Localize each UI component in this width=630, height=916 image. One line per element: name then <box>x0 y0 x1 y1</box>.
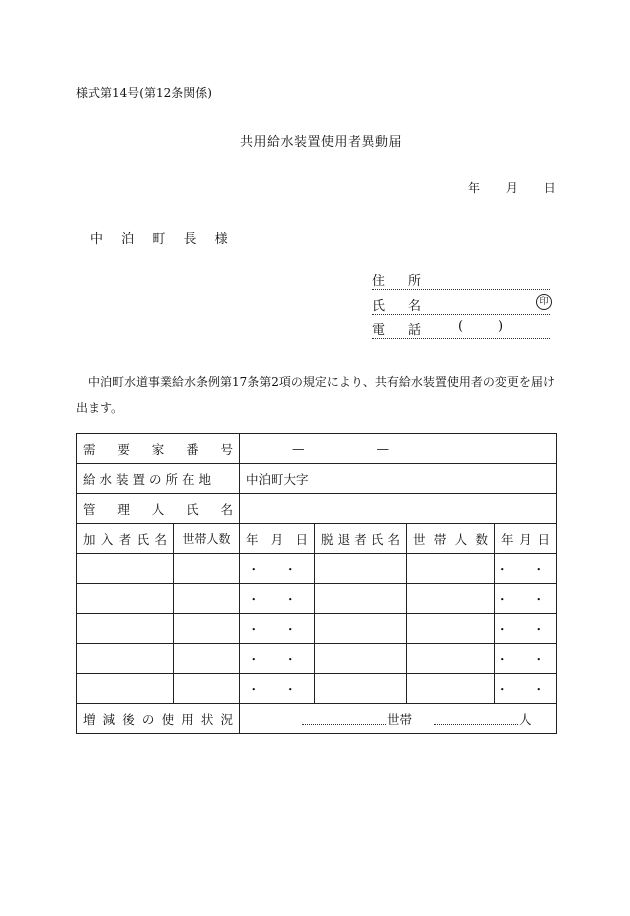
usage-household-blank[interactable] <box>302 711 386 725</box>
label-char: 名 <box>220 501 234 517</box>
addressee-char: 中 <box>90 232 104 247</box>
header-char: 年 <box>246 531 259 547</box>
date-separator: ・ ・ <box>247 591 307 607</box>
date-separator: ・ ・ <box>247 621 307 637</box>
usage-people-unit: 人 <box>519 712 532 727</box>
label-char: 需 <box>83 441 96 457</box>
label-char: 況 <box>220 711 233 727</box>
table-row <box>77 584 557 614</box>
header-char: 月 <box>519 531 532 547</box>
header-char: 名 <box>387 531 400 547</box>
customer-number-dash: — <box>376 441 389 456</box>
date-separator: ・ ・ <box>496 621 556 637</box>
date-year-label: 年 <box>468 181 481 195</box>
header-household-count <box>174 524 240 554</box>
label-char: 氏 <box>186 501 199 517</box>
joiner-name-cell[interactable] <box>77 674 174 704</box>
seal-mark <box>536 294 552 310</box>
label-char: 後 <box>122 711 135 727</box>
date-separator: ・ ・ <box>496 591 556 607</box>
header-char: 加 <box>83 531 96 547</box>
header-char: 日 <box>537 531 551 547</box>
usage-input[interactable] <box>240 704 557 734</box>
label-char: 状 <box>200 711 214 727</box>
date-separator: ・ ・ <box>247 651 307 667</box>
header-char: 帯 <box>433 531 447 547</box>
manager-label <box>77 494 240 524</box>
usage-household-unit: 世帯 <box>387 712 413 727</box>
leaver-household-count-cell[interactable] <box>407 644 495 674</box>
date-separator: ・ ・ <box>247 681 307 697</box>
header-char: 者 <box>118 531 132 547</box>
label-char: 家 <box>151 441 165 457</box>
body-text: 中泊町水道事業給水条例第17条第2項の規定により、共有給水装置使用者の変更を届け出ます。 <box>76 375 555 415</box>
leaver-name-cell[interactable] <box>315 584 407 614</box>
leave-date-cell[interactable] <box>495 584 557 614</box>
leaver-household-count-cell[interactable] <box>407 674 495 704</box>
entry-rows <box>77 554 557 704</box>
header-char: 氏 <box>136 531 150 547</box>
name-label-char: 名 <box>408 299 422 314</box>
location-row <box>77 464 557 494</box>
phone-open-paren: ( <box>458 319 464 334</box>
label-char: 番 <box>186 441 199 457</box>
customer-number-label <box>77 434 240 464</box>
addressee-char: 町 <box>152 232 166 247</box>
header-joiner-name <box>77 524 174 554</box>
phone-label-char: 話 <box>408 323 422 338</box>
header-char: 脱 <box>321 531 334 547</box>
label-char: 人 <box>151 501 165 517</box>
header-char: 退 <box>337 531 351 547</box>
seal-char: 印 <box>539 297 549 307</box>
addressee-char: 長 <box>183 232 197 247</box>
address-field[interactable] <box>372 269 550 290</box>
name-label-char: 氏 <box>372 299 386 314</box>
label-char: 要 <box>117 441 130 457</box>
location-value: 中泊町大字 <box>246 471 309 487</box>
phone-close-paren: ) <box>498 319 504 334</box>
joiner-name-cell[interactable] <box>77 584 174 614</box>
header-char: 者 <box>354 531 367 547</box>
joiner-name-cell[interactable] <box>77 644 174 674</box>
leaver-name-cell[interactable] <box>315 644 407 674</box>
header-char: 入 <box>100 531 114 547</box>
label-char: の <box>141 711 155 727</box>
leaver-household-count-cell[interactable] <box>407 614 495 644</box>
manager-input[interactable] <box>240 494 557 524</box>
manager-row <box>77 494 557 524</box>
addressee <box>90 228 228 247</box>
label-char: 用 <box>181 711 194 727</box>
form-title: 共用給水装置使用者異動届 <box>240 135 403 150</box>
header-char: 氏 <box>370 531 384 547</box>
customer-number-dash: — <box>292 441 305 456</box>
label-char: 管 <box>83 501 96 517</box>
customer-number-input[interactable] <box>240 434 557 464</box>
date-separator: ・ ・ <box>496 681 556 697</box>
label-char: 号 <box>220 441 234 457</box>
header-date-2 <box>495 524 557 554</box>
household-count-cell[interactable] <box>174 554 240 584</box>
join-date-cell[interactable] <box>240 644 315 674</box>
joiner-name-cell[interactable] <box>77 554 174 584</box>
name-field[interactable] <box>372 294 550 315</box>
label-char: 減 <box>102 711 116 727</box>
leave-date-cell[interactable] <box>495 644 557 674</box>
header-row <box>77 524 557 554</box>
leave-date-cell[interactable] <box>495 674 557 704</box>
header-household-count-2 <box>407 524 495 554</box>
usage-people-blank[interactable] <box>434 711 518 725</box>
join-date-cell[interactable] <box>240 614 315 644</box>
header-text: 世帯人数 <box>182 532 231 546</box>
addressee-char: 様 <box>214 232 228 247</box>
usage-label <box>77 704 240 734</box>
header-char: 名 <box>154 531 167 547</box>
location-label <box>77 464 240 494</box>
leaver-household-count-cell[interactable] <box>407 554 495 584</box>
phone-field[interactable] <box>372 318 550 339</box>
leave-date-cell[interactable] <box>495 554 557 584</box>
date-day-label: 日 <box>543 181 556 195</box>
join-date-cell[interactable] <box>240 554 315 584</box>
household-count-cell[interactable] <box>174 674 240 704</box>
location-label-text: 給水装置の所在地 <box>83 471 216 487</box>
header-char: 人 <box>454 531 468 547</box>
date-separator: ・ ・ <box>496 561 556 577</box>
join-date-cell[interactable] <box>240 584 315 614</box>
leaver-name-cell[interactable] <box>315 554 407 584</box>
join-date-cell[interactable] <box>240 674 315 704</box>
date-separator: ・ ・ <box>496 651 556 667</box>
table-row <box>77 674 557 704</box>
header-char: 日 <box>295 531 308 547</box>
header-leaver-name <box>315 524 407 554</box>
addressee-char: 泊 <box>121 232 135 247</box>
header-date-1 <box>240 524 315 554</box>
leaver-household-count-cell[interactable] <box>407 584 495 614</box>
date-line <box>468 179 556 196</box>
leaver-name-cell[interactable] <box>315 614 407 644</box>
label-char: 使 <box>161 711 175 727</box>
address-label-char: 住 <box>372 274 386 289</box>
table-row <box>77 614 557 644</box>
notification-table <box>76 433 557 734</box>
label-char: 増 <box>83 711 96 727</box>
usage-row <box>77 704 557 734</box>
address-label-char: 所 <box>408 274 422 289</box>
label-char: 理 <box>117 501 130 517</box>
leave-date-cell[interactable] <box>495 614 557 644</box>
header-char: 世 <box>413 531 426 547</box>
location-input[interactable] <box>240 464 557 494</box>
phone-label-char: 電 <box>372 323 386 338</box>
customer-number-row <box>77 434 557 464</box>
header-char: 年 <box>501 531 514 547</box>
joiner-name-cell[interactable] <box>77 614 174 644</box>
header-char: 月 <box>270 531 284 547</box>
household-count-cell[interactable] <box>174 584 240 614</box>
table-row <box>77 644 557 674</box>
form-number: 様式第14号(第12条関係) <box>76 86 212 100</box>
table-row <box>77 554 557 584</box>
header-char: 数 <box>475 531 489 547</box>
household-count-cell[interactable] <box>174 614 240 644</box>
date-month-label: 月 <box>505 181 518 195</box>
date-separator: ・ ・ <box>247 561 307 577</box>
household-count-cell[interactable] <box>174 644 240 674</box>
leaver-name-cell[interactable] <box>315 674 407 704</box>
